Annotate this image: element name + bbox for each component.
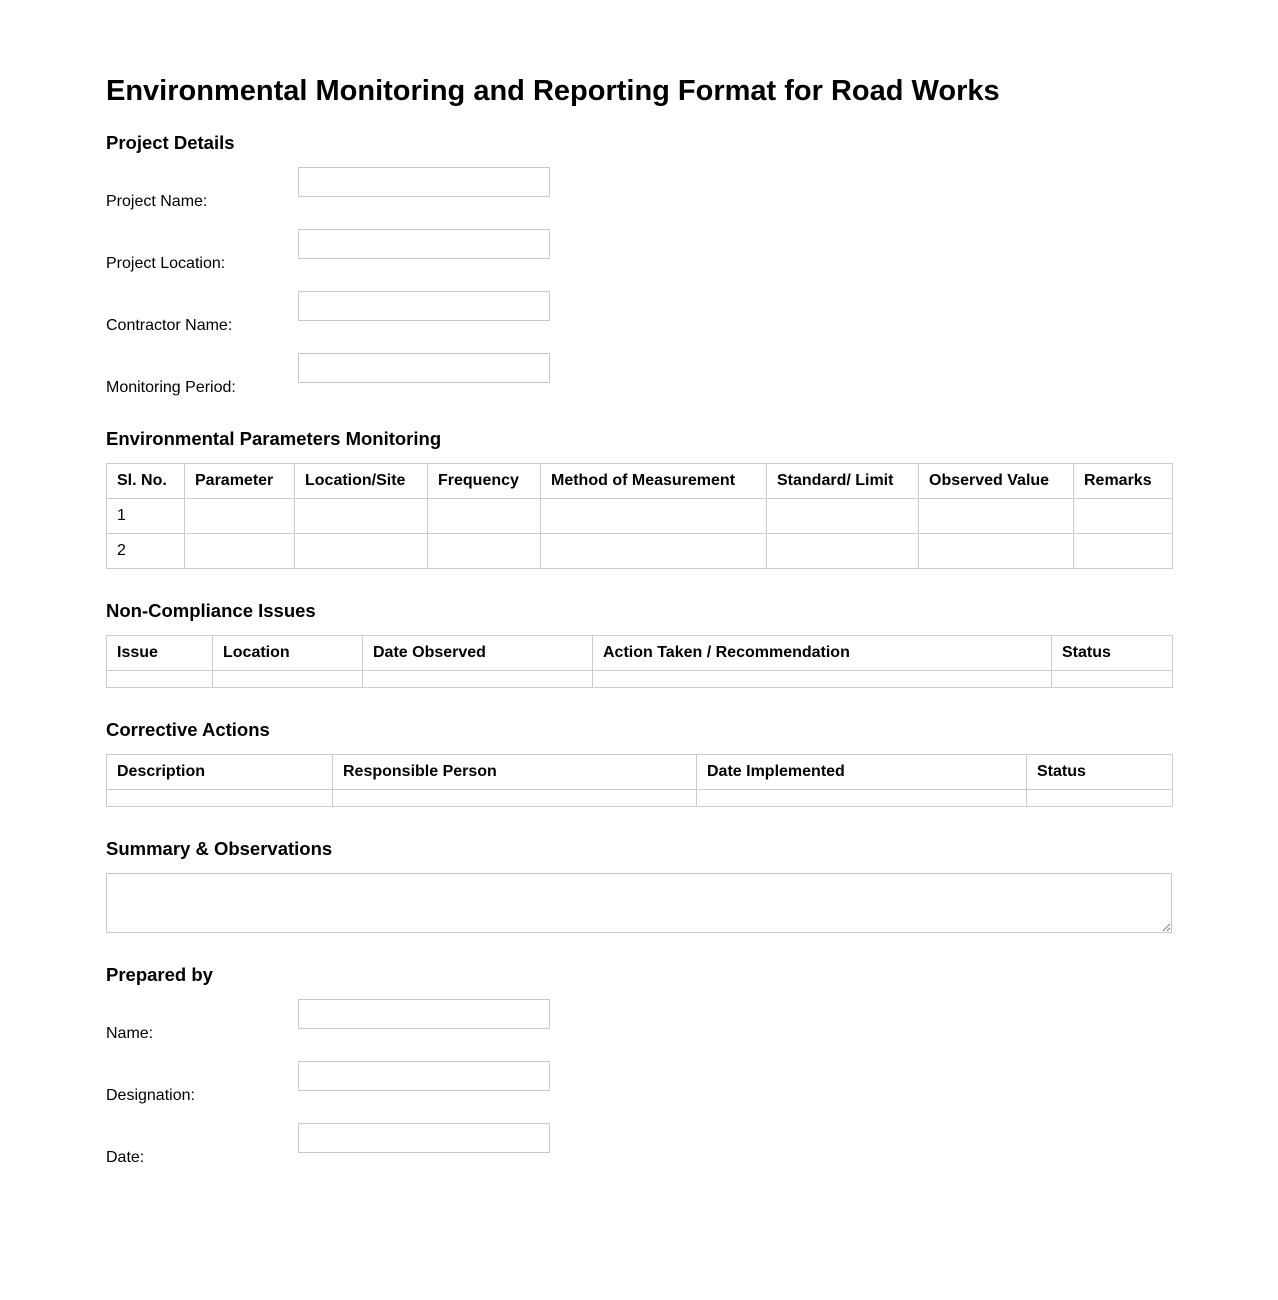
non-compliance-table	[106, 635, 1173, 688]
table-cell[interactable]	[295, 499, 428, 534]
column-header-sl-no: Sl. No.	[107, 464, 185, 499]
project-location-input[interactable]	[298, 229, 550, 259]
table-cell[interactable]	[1074, 499, 1173, 534]
date-input[interactable]	[298, 1123, 550, 1153]
column-header-responsible-person: Responsible Person	[333, 755, 697, 790]
table-cell[interactable]	[767, 499, 919, 534]
table-cell[interactable]	[363, 671, 593, 688]
table-row	[107, 671, 1173, 688]
column-header-location-site: Location/Site	[295, 464, 428, 499]
designation-input[interactable]	[298, 1061, 550, 1091]
section-heading-project-details: Project Details	[106, 132, 235, 153]
table-row	[107, 499, 1173, 534]
column-header-parameter: Parameter	[185, 464, 295, 499]
column-header-standard-limit: Standard/ Limit	[767, 464, 919, 499]
section-heading-env-parameters: Environmental Parameters Monitoring	[106, 428, 442, 449]
table-header-row	[107, 755, 1173, 790]
column-header-frequency: Frequency	[428, 464, 541, 499]
table-cell[interactable]	[213, 671, 363, 688]
table-cell[interactable]	[697, 790, 1027, 807]
section-heading-summary: Summary & Observations	[106, 838, 333, 859]
project-name-label: Project Name:	[106, 193, 208, 210]
table-cell[interactable]	[295, 534, 428, 569]
column-header-status: Status	[1052, 636, 1173, 671]
project-name-input[interactable]	[298, 167, 550, 197]
corrective-actions-table	[106, 754, 1173, 807]
table-cell[interactable]	[541, 534, 767, 569]
table-cell[interactable]	[919, 534, 1074, 569]
column-header-date-observed: Date Observed	[363, 636, 593, 671]
summary-textarea[interactable]	[106, 873, 1172, 933]
contractor-name-input[interactable]	[298, 291, 550, 321]
table-cell[interactable]	[107, 671, 213, 688]
table-cell[interactable]	[107, 790, 333, 807]
table-cell[interactable]	[593, 671, 1052, 688]
section-heading-prepared-by: Prepared by	[106, 964, 213, 985]
project-location-label: Project Location:	[106, 255, 226, 272]
preparer-name-label: Name:	[106, 1025, 154, 1042]
page-title: Environmental Monitoring and Reporting Format for Road Works	[106, 75, 1000, 107]
table-row	[107, 790, 1173, 807]
monitoring-period-input[interactable]	[298, 353, 550, 383]
preparer-name-input[interactable]	[298, 999, 550, 1029]
section-heading-corrective-actions: Corrective Actions	[106, 719, 270, 740]
column-header-method: Method of Measurement	[541, 464, 767, 499]
table-row	[107, 534, 1173, 569]
table-cell[interactable]	[1052, 671, 1173, 688]
table-cell[interactable]	[185, 534, 295, 569]
column-header-action-taken: Action Taken / Recommendation	[593, 636, 1052, 671]
column-header-issue: Issue	[107, 636, 213, 671]
date-label: Date:	[106, 1149, 145, 1166]
table-cell[interactable]	[428, 534, 541, 569]
table-header-row	[107, 464, 1173, 499]
column-header-location: Location	[213, 636, 363, 671]
contractor-name-label: Contractor Name:	[106, 317, 233, 334]
table-cell[interactable]	[333, 790, 697, 807]
designation-label: Designation:	[106, 1087, 195, 1104]
table-cell[interactable]	[428, 499, 541, 534]
section-heading-non-compliance: Non-Compliance Issues	[106, 600, 316, 621]
column-header-observed-value: Observed Value	[919, 464, 1074, 499]
table-cell[interactable]	[541, 499, 767, 534]
table-cell[interactable]: 2	[107, 534, 185, 569]
column-header-remarks: Remarks	[1074, 464, 1173, 499]
column-header-date-implemented: Date Implemented	[697, 755, 1027, 790]
table-cell[interactable]	[919, 499, 1074, 534]
column-header-status: Status	[1027, 755, 1173, 790]
env-parameters-table	[106, 463, 1173, 569]
table-cell[interactable]	[1074, 534, 1173, 569]
monitoring-period-label: Monitoring Period:	[106, 379, 236, 396]
table-header-row	[107, 636, 1173, 671]
column-header-description: Description	[107, 755, 333, 790]
table-cell[interactable]	[185, 499, 295, 534]
table-cell[interactable]	[1027, 790, 1173, 807]
table-cell[interactable]	[767, 534, 919, 569]
table-cell[interactable]: 1	[107, 499, 185, 534]
